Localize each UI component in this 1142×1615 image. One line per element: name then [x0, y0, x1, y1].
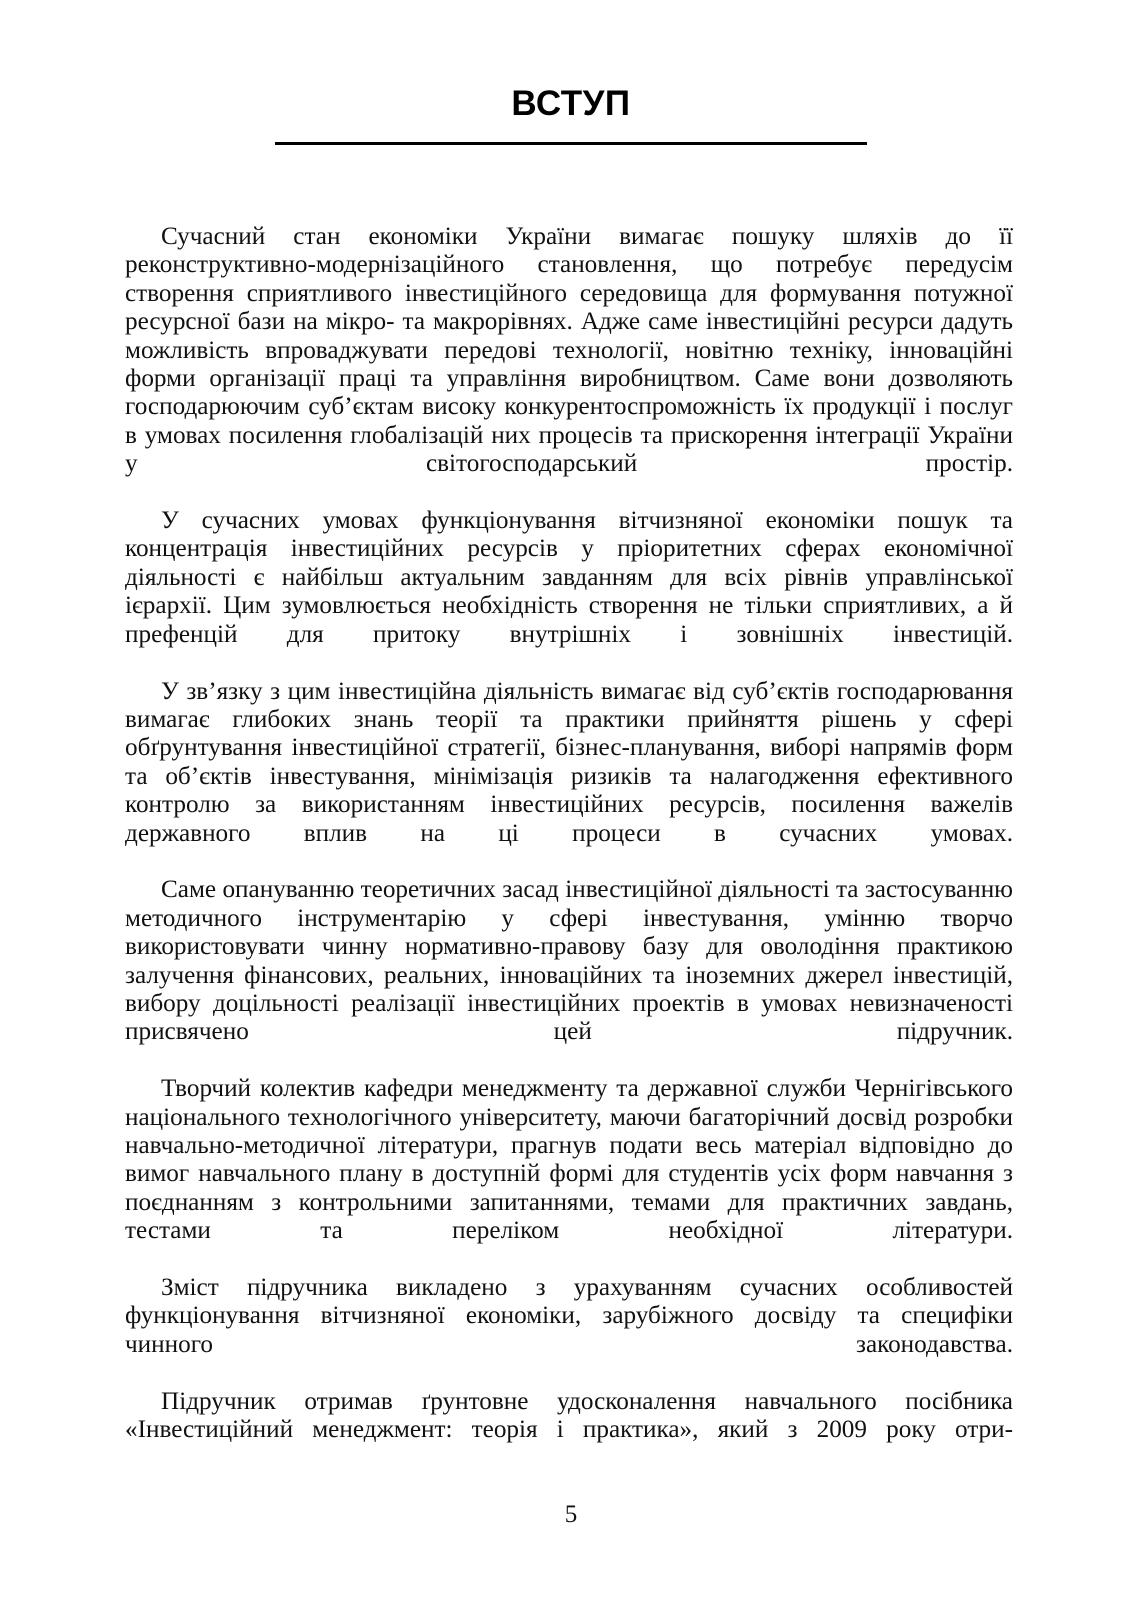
body-text-column [125, 223, 1013, 1473]
paragraph: Саме опануванню теоретичних засад інвестиційної діяльності та застосуванню методичного інструментарію у сфері інвестування, умінню творчо використовувати чинну нормативно-правову базу для оволодіння практикою залучення фінансових, реальних, інноваційних та іноземних джерел інвестицій, вибору доцільності реалізації інвестиційних проектів в умовах невизначеності присвячено цей підручник. [125, 876, 1013, 1046]
paragraph: У зв’язку з цим інвестиційна діяльність вимагає від суб’єктів господарювання вимагає глибоких знань теорії та практики прийняття рішень у сфері обґрунтування інвестиційної стратегії, бізнес-планування, виборі напрямів форм та об’єктів інвестування, мінімізація ризиків та налагодження ефективного контролю за використанням інвестиційних ресурсів, посилення важелів державного вплив на ці процеси в сучасних умовах. [125, 677, 1013, 847]
heading-divider [275, 142, 867, 145]
paragraph: Підручник отримав ґрунтовне удосконалення навчального посібника «Інвестиційний менеджмент: теорія і практика», який з 2009 року отри- [125, 1387, 1013, 1444]
page-title: ВСТУП [511, 84, 631, 123]
paragraph: Зміст підручника викладено з урахуванням сучасних особливостей функціонування вітчизняної економіки, зарубіжного досвіду та специфіки чинного законодавства. [125, 1274, 1013, 1358]
paragraph: Творчий колектив кафедри менеджменту та державної служби Чернігівського національного технологічного університету, маючи багаторічний досвід розробки навчально-методичної літератури, прагнув подати весь матеріал відповідно до вимог навчального плану в доступній формі для студентів усіх форм навчання з поєднанням з контрольними запитаннями, темами для практичних завдань, тестами та переліком необхідної літератури. [125, 1075, 1013, 1245]
paragraph: У сучасних умовах функціонування вітчизняної економіки пошук та концентрація інвестиційних ресурсів у пріоритетних сферах економічної діяльності є найбільш актуальним завданням для всіх рівнів управлінської ієрархії. Цим зумовлюється необхідність створення не тільки сприятливих, а й префенцій для притоку внутрішніх і зовнішніх інвестицій. [125, 507, 1013, 648]
chapter-heading [0, 86, 1142, 145]
page-number: 5 [564, 1501, 578, 1528]
paragraph: Сучасний стан економіки України вимагає пошуку шляхів до її реконструктивно-модернізаційного становлення, що потребує передусім створення сприятливого інвестиційного середовища для формування потужної ресурсної бази на мікро- та макрорівнях. Адже саме інвестиційні ресурси дадуть можливість впроваджувати передові технології, новітню техніку, інноваційні форми організації праці та управління виробництвом. Саме вони дозволяють господарюючим суб’єктам високу конкурентоспроможність їх продукції і послуг в умовах посилення глобалізацій них процесів та прискорення інтеграції України у світогосподарський простір. [125, 223, 1013, 478]
